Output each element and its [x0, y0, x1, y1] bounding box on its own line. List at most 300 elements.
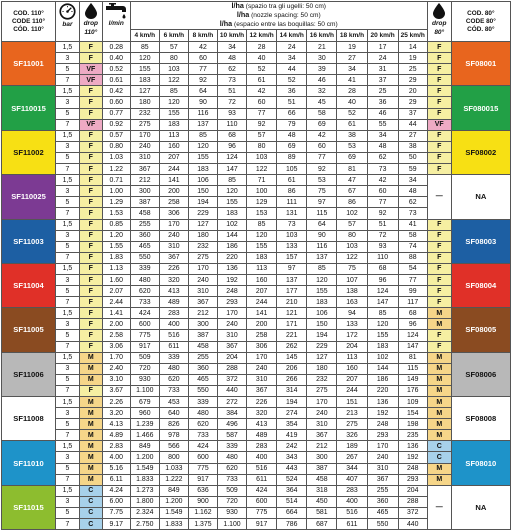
application-rate-cell: 60 — [188, 53, 217, 64]
lmin-header — [102, 2, 130, 42]
lmin-label: l/min — [108, 20, 124, 27]
application-rate-cell: 640 — [159, 408, 188, 419]
application-rate-cell: 131 — [277, 208, 307, 219]
application-rate-cell: 229 — [188, 208, 217, 219]
application-rate-cell: 720 — [130, 363, 159, 374]
application-rate-cell: 192 — [398, 452, 427, 463]
droplet-class-110-cell: M — [79, 419, 102, 430]
pressure-bar-cell: 3 — [56, 186, 80, 197]
application-rate-cell: 183 — [159, 119, 188, 130]
application-rate-cell: 30 — [307, 53, 337, 64]
application-rate-cell: 221 — [277, 330, 307, 341]
application-rate-cell: 509 — [217, 485, 246, 496]
application-rate-cell: 38 — [398, 141, 427, 152]
application-rate-cell: 34 — [217, 42, 246, 53]
application-rate-cell: 80 — [159, 53, 188, 64]
droplet-class-80-cell: F — [427, 241, 451, 252]
nozzle-code-110: SF11002 — [2, 130, 56, 174]
application-rate-cell: 212 — [130, 175, 159, 186]
application-rate-cell: 2.750 — [130, 519, 159, 530]
nozzle-code-110: SF11001 — [2, 42, 56, 86]
application-rate-cell: 786 — [277, 519, 307, 530]
application-rate-cell: 275 — [188, 252, 217, 263]
application-rate-cell: 200 — [159, 186, 188, 197]
droplet-class-80-cell: F — [427, 330, 451, 341]
application-rate-cell: 387 — [188, 330, 217, 341]
cod-110-label: COD. 110° — [13, 9, 44, 17]
application-rate-cell: 220 — [217, 252, 246, 263]
application-rate-cell: 113 — [159, 130, 188, 141]
application-rate-cell: 21 — [307, 42, 337, 53]
pressure-bar-cell: 3 — [56, 97, 80, 108]
application-rate-cell: 110 — [367, 252, 398, 263]
application-rate-cell: 550 — [367, 519, 398, 530]
application-rate-cell: 465 — [130, 241, 159, 252]
flow-lmin-cell: 1.20 — [102, 230, 130, 241]
application-rate-cell: 1.833 — [159, 519, 188, 530]
droplet-class-80-cell: M — [427, 430, 451, 441]
application-rate-cell: 367 — [247, 385, 277, 396]
application-rate-cell: 144 — [367, 363, 398, 374]
application-rate-cell: 68 — [367, 263, 398, 274]
pressure-bar-cell: 5 — [56, 152, 80, 163]
application-rate-cell: 48 — [277, 130, 307, 141]
application-rate-cell: 509 — [130, 352, 159, 363]
application-rate-cell: 155 — [188, 152, 217, 163]
application-rate-cell: 283 — [159, 308, 188, 319]
application-rate-cell: 170 — [367, 441, 398, 452]
application-rate-cell: 31 — [367, 64, 398, 75]
application-rate-cell: 67 — [337, 186, 367, 197]
application-rate-cell: 115 — [307, 208, 337, 219]
flow-lmin-cell: 1.55 — [102, 241, 130, 252]
application-rate-cell: 77 — [307, 152, 337, 163]
application-rate-cell: 413 — [159, 286, 188, 297]
application-rate-cell: 141 — [247, 308, 277, 319]
application-rate-cell: 207 — [159, 152, 188, 163]
flow-lmin-cell: 0.28 — [102, 42, 130, 53]
droplet-class-110-cell: F — [79, 197, 102, 208]
application-rate-cell: 1.162 — [188, 507, 217, 518]
header-row — [2, 2, 511, 30]
application-rate-cell: 180 — [307, 363, 337, 374]
speed-header-3: 8 km/h — [188, 30, 217, 42]
droplet-class-80-cell: F — [427, 108, 451, 119]
droplet-class-110-cell: C — [79, 507, 102, 518]
table-row — [2, 419, 511, 430]
flow-lmin-cell: 0.71 — [102, 175, 130, 186]
pressure-bar-cell: 1,5 — [56, 219, 80, 230]
application-rate-cell: 1.100 — [130, 385, 159, 396]
application-rate-cell: 1.466 — [130, 430, 159, 441]
application-rate-cell: 48 — [217, 53, 246, 64]
application-rate-cell: 849 — [159, 485, 188, 496]
pressure-bar-cell: 5 — [56, 330, 80, 341]
application-rate-cell: 367 — [367, 474, 398, 485]
droplet-class-80-cell: VF — [427, 119, 451, 130]
application-rate-cell: 930 — [217, 507, 246, 518]
application-rate-cell: 186 — [367, 374, 398, 385]
application-rate-cell: 620 — [159, 374, 188, 385]
application-rate-cell: 206 — [277, 363, 307, 374]
application-rate-cell: 620 — [217, 463, 246, 474]
water-drop-icon — [85, 3, 97, 19]
application-rate-cell: 58 — [307, 108, 337, 119]
application-rate-cell: 367 — [307, 430, 337, 441]
application-rate-cell: 367 — [217, 341, 246, 352]
application-rate-cell: 360 — [367, 496, 398, 507]
application-rate-cell: 733 — [130, 297, 159, 308]
application-rate-cell: 144 — [217, 230, 246, 241]
application-rate-cell: 137 — [188, 119, 217, 130]
flow-lmin-cell: 1.22 — [102, 164, 130, 175]
application-rate-cell: 326 — [337, 430, 367, 441]
flow-lmin-cell: 4.24 — [102, 485, 130, 496]
application-rate-cell: 153 — [247, 208, 277, 219]
application-rate-cell: 155 — [130, 64, 159, 75]
flow-lmin-cell: 1.29 — [102, 197, 130, 208]
flow-lmin-cell: 6.00 — [102, 496, 130, 507]
table-row — [2, 119, 511, 130]
application-rate-cell: 204 — [398, 485, 427, 496]
application-rate-cell: 45 — [307, 97, 337, 108]
application-rate-cell: 116 — [188, 108, 217, 119]
application-rate-cell: 611 — [247, 474, 277, 485]
application-rate-cell: 177 — [277, 286, 307, 297]
application-rate-cell: 550 — [130, 252, 159, 263]
application-rate-cell: 160 — [159, 141, 188, 152]
application-rate-cell: 96 — [367, 274, 398, 285]
nozzle-code-80: SF08008 — [451, 397, 510, 441]
application-rate-cell: 293 — [217, 297, 246, 308]
application-rate-cell: 194 — [307, 330, 337, 341]
pressure-bar-cell: 3 — [56, 496, 80, 507]
application-rate-cell: 88 — [398, 252, 427, 263]
application-rate-cell: 1.273 — [130, 485, 159, 496]
droplet-class-110-cell: F — [79, 230, 102, 241]
application-rate-cell: 137 — [307, 252, 337, 263]
application-rate-cell: 600 — [247, 496, 277, 507]
application-rate-cell: 204 — [217, 352, 246, 363]
application-rate-cell: 679 — [130, 397, 159, 408]
application-rate-cell: 73 — [217, 75, 246, 86]
application-rate-cell: 1.222 — [159, 474, 188, 485]
nozzle-code-80: SF080015 — [451, 86, 510, 130]
nozzle-flow-rate-table-sheet — [1, 1, 511, 528]
application-rate-title — [130, 2, 427, 30]
faucet-icon — [105, 3, 127, 19]
application-rate-cell: 24 — [367, 53, 398, 64]
application-rate-cell: 147 — [367, 297, 398, 308]
application-rate-cell: 258 — [159, 197, 188, 208]
application-rate-cell: 89 — [277, 152, 307, 163]
application-rate-cell: 240 — [159, 230, 188, 241]
pressure-bar-cell: 5 — [56, 286, 80, 297]
pressure-bar-cell: 5 — [56, 507, 80, 518]
application-rate-cell: 44 — [398, 119, 427, 130]
cod2-110-label: CÓD. 110° — [13, 25, 44, 33]
pressure-bar-cell: 5 — [56, 197, 80, 208]
speed-header-5: 12 km/h — [247, 30, 277, 42]
flow-lmin-cell: 9.17 — [102, 519, 130, 530]
application-rate-cell: 917 — [188, 474, 217, 485]
droplet-class-80-cell: — — [427, 485, 451, 529]
flow-lmin-cell: 0.52 — [102, 64, 130, 75]
pressure-bar-cell: 5 — [56, 419, 80, 430]
table-row — [2, 230, 511, 241]
table-row — [2, 97, 511, 108]
nozzle-code-80: SF08005 — [451, 308, 510, 352]
water-drop-icon — [433, 3, 445, 19]
application-rate-cell: 100 — [247, 186, 277, 197]
application-rate-cell: 46 — [367, 108, 398, 119]
application-rate-cell: 60 — [307, 141, 337, 152]
application-rate-cell: 103 — [159, 64, 188, 75]
application-rate-cell: 24 — [277, 42, 307, 53]
pressure-bar-cell: 7 — [56, 385, 80, 396]
application-rate-cell: 235 — [398, 430, 427, 441]
application-rate-cell: 240 — [247, 363, 277, 374]
application-rate-cell: 900 — [188, 496, 217, 507]
application-rate-cell: 34 — [398, 175, 427, 186]
pressure-bar-cell: 1,5 — [56, 397, 80, 408]
application-rate-cell: 120 — [307, 274, 337, 285]
table-row — [2, 397, 511, 408]
pressure-bar-cell: 1,5 — [56, 485, 80, 496]
application-rate-cell: 450 — [307, 496, 337, 507]
application-rate-cell: 52 — [337, 108, 367, 119]
application-rate-cell: 244 — [337, 385, 367, 396]
table-row — [2, 219, 511, 230]
table-row — [2, 297, 511, 308]
application-rate-cell: 79 — [277, 119, 307, 130]
droplet-class-110-cell: F — [79, 252, 102, 263]
application-rate-cell: 93 — [217, 108, 246, 119]
application-rate-cell: 611 — [337, 519, 367, 530]
title-line2-text: (nozzle spacing: 50 cm) — [251, 12, 321, 20]
application-rate-cell: 57 — [337, 219, 367, 230]
application-rate-cell: 306 — [247, 341, 277, 352]
application-rate-cell: 85 — [367, 308, 398, 319]
application-rate-cell: 77 — [398, 274, 427, 285]
application-rate-cell: 258 — [247, 330, 277, 341]
application-rate-cell: 42 — [247, 86, 277, 97]
application-rate-cell: 69 — [277, 141, 307, 152]
table-row — [2, 175, 511, 186]
application-rate-cell: 170 — [159, 219, 188, 230]
application-rate-cell: 458 — [188, 341, 217, 352]
flow-lmin-cell: 0.85 — [102, 219, 130, 230]
pressure-bar-cell: 3 — [56, 141, 80, 152]
droplet-class-110-cell: F — [79, 297, 102, 308]
droplet-class-80-cell: F — [427, 130, 451, 141]
droplet-class-110-cell: F — [79, 319, 102, 330]
application-rate-cell: 272 — [217, 397, 246, 408]
application-rate-cell: 620 — [130, 286, 159, 297]
application-rate-cell: 213 — [337, 408, 367, 419]
droplet-class-80-cell: M — [427, 385, 451, 396]
application-rate-cell: 288 — [217, 363, 246, 374]
flow-lmin-cell: 1.41 — [102, 308, 130, 319]
droplet-class-110-cell: F — [79, 130, 102, 141]
droplet-class-80-cell: F — [427, 341, 451, 352]
droplet-class-80-cell: C — [427, 452, 451, 463]
application-rate-cell: 127 — [130, 86, 159, 97]
flow-lmin-cell: 2.00 — [102, 319, 130, 330]
droplet-class-110-cell: VF — [79, 75, 102, 86]
table-row — [2, 341, 511, 352]
application-rate-cell: 120 — [247, 230, 277, 241]
application-rate-cell: 180 — [188, 230, 217, 241]
application-rate-cell: 339 — [130, 263, 159, 274]
droplet-class-110-cell: C — [79, 496, 102, 507]
flow-lmin-cell: 1.03 — [102, 152, 130, 163]
application-rate-cell: 122 — [159, 75, 188, 86]
application-rate-cell: 212 — [188, 308, 217, 319]
application-rate-cell: 75 — [307, 186, 337, 197]
application-rate-cell: 97 — [277, 263, 307, 274]
droplet-class-80-cell: M — [427, 397, 451, 408]
application-rate-cell: 550 — [188, 385, 217, 396]
droplet-class-80-cell: F — [427, 219, 451, 230]
droplet-class-110-cell: VF — [79, 64, 102, 75]
application-rate-cell: 314 — [277, 385, 307, 396]
application-rate-cell: 232 — [188, 241, 217, 252]
application-rate-cell: 229 — [307, 341, 337, 352]
application-rate-cell: 387 — [307, 463, 337, 474]
application-rate-cell: 127 — [188, 219, 217, 230]
application-rate-cell: 149 — [398, 374, 427, 385]
application-rate-cell: 293 — [398, 474, 427, 485]
application-rate-cell: 85 — [159, 86, 188, 97]
droplet-class-110-cell: F — [79, 385, 102, 396]
table-row — [2, 53, 511, 64]
droplet-class-110-cell: M — [79, 463, 102, 474]
application-rate-cell: 150 — [307, 319, 337, 330]
application-rate-cell: 339 — [217, 441, 246, 452]
application-rate-cell: 465 — [367, 507, 398, 518]
nozzle-code-80-na: NA — [451, 175, 510, 219]
droplet-class-110-cell: F — [79, 208, 102, 219]
flow-lmin-cell: 2.58 — [102, 330, 130, 341]
pressure-bar-cell: 5 — [56, 108, 80, 119]
application-rate-cell: 170 — [188, 263, 217, 274]
droplet-class-110-cell: F — [79, 286, 102, 297]
pressure-bar-cell: 3 — [56, 53, 80, 64]
nozzle-code-80: SF08010 — [451, 441, 510, 485]
application-rate-cell: 1.200 — [130, 452, 159, 463]
pressure-bar-cell: 7 — [56, 164, 80, 175]
application-rate-cell: 57 — [247, 130, 277, 141]
table-row — [2, 408, 511, 419]
pressure-bar-cell: 1,5 — [56, 86, 80, 97]
application-rate-cell: 242 — [277, 441, 307, 452]
application-rate-cell: 826 — [159, 419, 188, 430]
code-80-label: CODE 80° — [465, 17, 496, 25]
application-rate-cell: 274 — [277, 408, 307, 419]
application-rate-cell: 192 — [367, 408, 398, 419]
nozzle-code-80: SF08002 — [451, 130, 510, 174]
application-rate-cell: 115 — [398, 363, 427, 374]
application-rate-cell: 480 — [130, 274, 159, 285]
application-rate-cell: 424 — [247, 485, 277, 496]
application-rate-cell: 121 — [277, 308, 307, 319]
application-rate-cell: 1.200 — [159, 496, 188, 507]
nozzle-code-80: SF08006 — [451, 352, 510, 396]
pressure-bar-cell: 7 — [56, 519, 80, 530]
flow-lmin-cell: 3.10 — [102, 374, 130, 385]
pressure-bar-cell: 3 — [56, 230, 80, 241]
application-rate-cell: 163 — [337, 297, 367, 308]
application-rate-cell: 960 — [130, 408, 159, 419]
application-rate-cell: 72 — [367, 230, 398, 241]
drop-80-header — [427, 2, 451, 42]
flow-lmin-cell: 1.13 — [102, 263, 130, 274]
application-rate-cell: 310 — [217, 330, 246, 341]
application-rate-cell: 917 — [130, 341, 159, 352]
application-rate-cell: 51 — [217, 86, 246, 97]
application-rate-cell: 116 — [307, 241, 337, 252]
application-rate-cell: 73 — [277, 219, 307, 230]
application-rate-cell: 1.800 — [130, 496, 159, 507]
application-rate-cell: 113 — [337, 352, 367, 363]
application-rate-cell: 27 — [337, 53, 367, 64]
application-rate-cell: 283 — [247, 441, 277, 452]
application-rate-cell: 210 — [277, 297, 307, 308]
pressure-bar-cell: 7 — [56, 474, 80, 485]
application-rate-cell: 413 — [247, 419, 277, 430]
application-rate-cell: 59 — [398, 164, 427, 175]
title-line2-unit: l/ha — [236, 10, 250, 20]
application-rate-cell: 440 — [398, 519, 427, 530]
nozzle-code-80-na: NA — [451, 485, 510, 529]
application-rate-cell: 122 — [247, 164, 277, 175]
code-110-label: CODE 110° — [11, 17, 46, 25]
application-rate-cell: 111 — [277, 197, 307, 208]
application-rate-cell: 516 — [247, 463, 277, 474]
droplet-class-80-cell: F — [427, 75, 451, 86]
application-rate-cell: 343 — [277, 452, 307, 463]
application-rate-cell: 480 — [159, 363, 188, 374]
application-rate-cell: 306 — [159, 208, 188, 219]
application-rate-cell: 170 — [217, 308, 246, 319]
application-rate-cell: 400 — [247, 452, 277, 463]
application-rate-cell: 514 — [277, 496, 307, 507]
drop-110-header — [79, 2, 102, 42]
application-rate-cell: 103 — [247, 152, 277, 163]
application-rate-cell: 248 — [398, 463, 427, 474]
application-rate-cell: 32 — [307, 86, 337, 97]
application-rate-cell: 489 — [159, 297, 188, 308]
application-rate-cell: 150 — [188, 186, 217, 197]
code-110-header — [2, 2, 56, 42]
application-rate-cell: 636 — [188, 485, 217, 496]
application-rate-cell: 122 — [337, 252, 367, 263]
speed-header-9: 20 km/h — [367, 30, 398, 42]
application-rate-cell: 186 — [217, 241, 246, 252]
application-rate-cell: 106 — [307, 308, 337, 319]
droplet-class-80-cell: — — [427, 175, 451, 219]
droplet-class-110-cell: C — [79, 485, 102, 496]
application-rate-cell: 40 — [247, 53, 277, 64]
table-row — [2, 441, 511, 452]
application-rate-cell: 160 — [337, 363, 367, 374]
application-rate-cell: 600 — [188, 452, 217, 463]
application-rate-cell: 46 — [307, 75, 337, 86]
application-rate-cell: 42 — [367, 175, 398, 186]
application-rate-cell: 147 — [398, 341, 427, 352]
flow-lmin-cell: 1.83 — [102, 252, 130, 263]
